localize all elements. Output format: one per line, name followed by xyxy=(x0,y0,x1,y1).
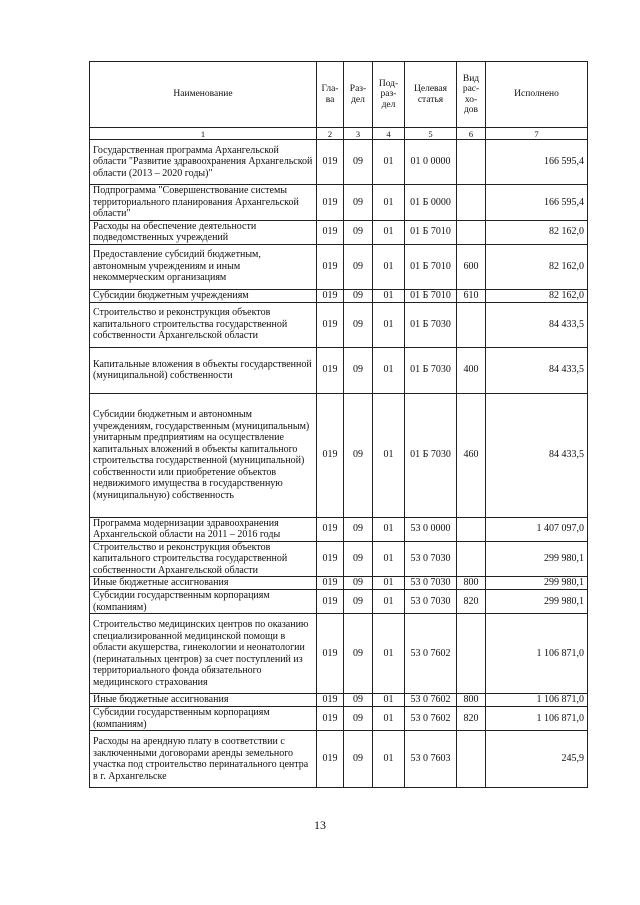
row-ispolneno: 82 162,0 xyxy=(486,244,588,289)
header-vid: Вид рас-хо-дов xyxy=(457,62,486,128)
table-row xyxy=(90,694,588,707)
row-name: Субсидии бюджетным и автономным учреждениям, государственным (муниципальным) унитарным предприятиям на осуществление капитальных вложений в объекты капитального строительства государственной (муниципальной) собственности или приобретение объектов недвижимого имущества в государственную (муниципальную) собственность xyxy=(90,393,317,517)
table-row xyxy=(90,517,588,541)
header-podrazdel: Под-раз-дел xyxy=(373,62,405,128)
row-glava: 019 xyxy=(317,614,344,694)
table-row xyxy=(90,590,588,614)
row-name: Иные бюджетные ассигнования xyxy=(90,577,317,590)
row-name: Капитальные вложения в объекты государственной (муниципальной) собственности xyxy=(90,347,317,393)
table-header-row xyxy=(90,62,588,128)
row-name: Расходы на обеспечение деятельности подведомственных учреждений xyxy=(90,220,317,244)
row-ispolneno: 299 980,1 xyxy=(486,541,588,577)
header-razdel: Раз-дел xyxy=(344,62,373,128)
row-glava: 019 xyxy=(317,140,344,185)
row-name: Строительство и реконструкция объектов капитального строительства государственной собственности Архангельской области xyxy=(90,302,317,347)
column-number: 1 xyxy=(90,128,317,140)
row-ispolneno: 1 407 097,0 xyxy=(486,517,588,541)
row-celevaya: 53 0 0000 xyxy=(405,517,457,541)
row-ispolneno: 1 106 871,0 xyxy=(486,707,588,731)
row-ispolneno: 82 162,0 xyxy=(486,220,588,244)
row-podrazdel: 01 xyxy=(373,140,405,185)
header-name: Наименование xyxy=(90,62,317,128)
row-celevaya: 01 Б 7030 xyxy=(405,347,457,393)
row-podrazdel: 01 xyxy=(373,517,405,541)
row-podrazdel: 01 xyxy=(373,185,405,221)
row-razdel: 09 xyxy=(344,393,373,517)
row-vid: 820 xyxy=(457,590,486,614)
row-razdel: 09 xyxy=(344,302,373,347)
row-glava: 019 xyxy=(317,694,344,707)
row-name: Иные бюджетные ассигнования xyxy=(90,694,317,707)
row-celevaya: 01 0 0000 xyxy=(405,140,457,185)
row-ispolneno: 1 106 871,0 xyxy=(486,614,588,694)
table-row xyxy=(90,140,588,185)
table-row xyxy=(90,614,588,694)
row-glava: 019 xyxy=(317,577,344,590)
row-podrazdel: 01 xyxy=(373,707,405,731)
row-razdel: 09 xyxy=(344,347,373,393)
row-glava: 019 xyxy=(317,302,344,347)
row-name: Субсидии бюджетным учреждениям xyxy=(90,289,317,302)
header-ispolneno: Исполнено xyxy=(486,62,588,128)
row-vid xyxy=(457,541,486,577)
header-glava: Гла-ва xyxy=(317,62,344,128)
row-ispolneno: 82 162,0 xyxy=(486,289,588,302)
row-vid: 600 xyxy=(457,244,486,289)
row-celevaya: 01 Б 7030 xyxy=(405,302,457,347)
row-podrazdel: 01 xyxy=(373,590,405,614)
row-podrazdel: 01 xyxy=(373,731,405,788)
row-razdel: 09 xyxy=(344,289,373,302)
table-row xyxy=(90,220,588,244)
row-vid xyxy=(457,140,486,185)
row-celevaya: 01 Б 0000 xyxy=(405,185,457,221)
row-name: Предоставление субсидий бюджетным, автономным учреждениям и иным некоммерческим организациям xyxy=(90,244,317,289)
row-vid xyxy=(457,220,486,244)
row-celevaya: 53 0 7030 xyxy=(405,541,457,577)
row-glava: 019 xyxy=(317,707,344,731)
column-number: 2 xyxy=(317,128,344,140)
budget-table xyxy=(89,61,588,788)
row-podrazdel: 01 xyxy=(373,302,405,347)
row-vid xyxy=(457,185,486,221)
row-razdel: 09 xyxy=(344,614,373,694)
row-razdel: 09 xyxy=(344,577,373,590)
table-row xyxy=(90,302,588,347)
row-celevaya: 01 Б 7010 xyxy=(405,220,457,244)
row-celevaya: 53 0 7030 xyxy=(405,590,457,614)
table-row xyxy=(90,185,588,221)
row-razdel: 09 xyxy=(344,185,373,221)
row-glava: 019 xyxy=(317,541,344,577)
row-celevaya: 53 0 7602 xyxy=(405,707,457,731)
row-celevaya: 53 0 7602 xyxy=(405,694,457,707)
row-glava: 019 xyxy=(317,185,344,221)
table-row xyxy=(90,731,588,788)
row-podrazdel: 01 xyxy=(373,244,405,289)
column-numbers-row xyxy=(90,128,588,140)
column-number: 5 xyxy=(405,128,457,140)
column-number: 6 xyxy=(457,128,486,140)
row-celevaya: 01 Б 7030 xyxy=(405,393,457,517)
row-vid: 800 xyxy=(457,577,486,590)
row-glava: 019 xyxy=(317,517,344,541)
column-number: 7 xyxy=(486,128,588,140)
row-glava: 019 xyxy=(317,590,344,614)
column-number: 3 xyxy=(344,128,373,140)
row-razdel: 09 xyxy=(344,590,373,614)
row-podrazdel: 01 xyxy=(373,694,405,707)
row-celevaya: 01 Б 7010 xyxy=(405,244,457,289)
row-podrazdel: 01 xyxy=(373,614,405,694)
row-vid: 460 xyxy=(457,393,486,517)
row-razdel: 09 xyxy=(344,517,373,541)
row-vid xyxy=(457,731,486,788)
row-name: Субсидии государственным корпорациям (компаниям) xyxy=(90,590,317,614)
row-celevaya: 53 0 7602 xyxy=(405,614,457,694)
table-row xyxy=(90,347,588,393)
row-razdel: 09 xyxy=(344,541,373,577)
table-body xyxy=(90,140,588,788)
table-row xyxy=(90,244,588,289)
row-name: Субсидии государственным корпорациям (компаниям) xyxy=(90,707,317,731)
row-podrazdel: 01 xyxy=(373,347,405,393)
header-celevaya: Целевая статья xyxy=(405,62,457,128)
row-celevaya: 01 Б 7010 xyxy=(405,289,457,302)
row-name: Строительство медицинских центров по оказанию специализированной медицинской помощи в области акушерства, гинекологии и неонатологии (перинатальных центров) за счет поступлений из территориального фонда обязательного медицинского страхования xyxy=(90,614,317,694)
row-razdel: 09 xyxy=(344,731,373,788)
page-number: 13 xyxy=(314,818,326,832)
row-razdel: 09 xyxy=(344,140,373,185)
row-razdel: 09 xyxy=(344,694,373,707)
row-glava: 019 xyxy=(317,393,344,517)
table-row xyxy=(90,577,588,590)
row-ispolneno: 299 980,1 xyxy=(486,590,588,614)
table-row xyxy=(90,707,588,731)
row-podrazdel: 01 xyxy=(373,289,405,302)
row-celevaya: 53 0 7603 xyxy=(405,731,457,788)
row-podrazdel: 01 xyxy=(373,541,405,577)
row-ispolneno: 84 433,5 xyxy=(486,393,588,517)
table-row xyxy=(90,393,588,517)
row-glava: 019 xyxy=(317,289,344,302)
row-name: Подпрограмма "Совершенствование системы территориального планирования Архангельской области" xyxy=(90,185,317,221)
row-vid: 610 xyxy=(457,289,486,302)
row-razdel: 09 xyxy=(344,220,373,244)
row-razdel: 09 xyxy=(344,244,373,289)
row-vid xyxy=(457,517,486,541)
row-ispolneno: 1 106 871,0 xyxy=(486,694,588,707)
row-glava: 019 xyxy=(317,731,344,788)
row-ispolneno: 299 980,1 xyxy=(486,577,588,590)
table-row xyxy=(90,289,588,302)
row-vid: 800 xyxy=(457,694,486,707)
column-number: 4 xyxy=(373,128,405,140)
row-glava: 019 xyxy=(317,347,344,393)
row-vid: 820 xyxy=(457,707,486,731)
row-podrazdel: 01 xyxy=(373,220,405,244)
row-name: Государственная программа Архангельской области "Развитие здравоохранения Архангельской области (2013 – 2020 годы)" xyxy=(90,140,317,185)
row-celevaya: 53 0 7030 xyxy=(405,577,457,590)
row-glava: 019 xyxy=(317,220,344,244)
row-ispolneno: 245,9 xyxy=(486,731,588,788)
row-glava: 019 xyxy=(317,244,344,289)
row-ispolneno: 166 595,4 xyxy=(486,185,588,221)
row-podrazdel: 01 xyxy=(373,393,405,517)
row-vid: 400 xyxy=(457,347,486,393)
row-vid xyxy=(457,302,486,347)
row-vid xyxy=(457,614,486,694)
row-ispolneno: 84 433,5 xyxy=(486,347,588,393)
row-ispolneno: 84 433,5 xyxy=(486,302,588,347)
row-name: Строительство и реконструкция объектов капитального строительства государственной собственности Архангельской области xyxy=(90,541,317,577)
row-razdel: 09 xyxy=(344,707,373,731)
row-name: Расходы на арендную плату в соответствии с заключенными договорами аренды земельного участка под строительство перинатального центра в г. Архангельске xyxy=(90,731,317,788)
row-podrazdel: 01 xyxy=(373,577,405,590)
table-row xyxy=(90,541,588,577)
row-name: Программа модернизации здравоохранения Архангельской области на 2011 – 2016 годы xyxy=(90,517,317,541)
row-ispolneno: 166 595,4 xyxy=(486,140,588,185)
